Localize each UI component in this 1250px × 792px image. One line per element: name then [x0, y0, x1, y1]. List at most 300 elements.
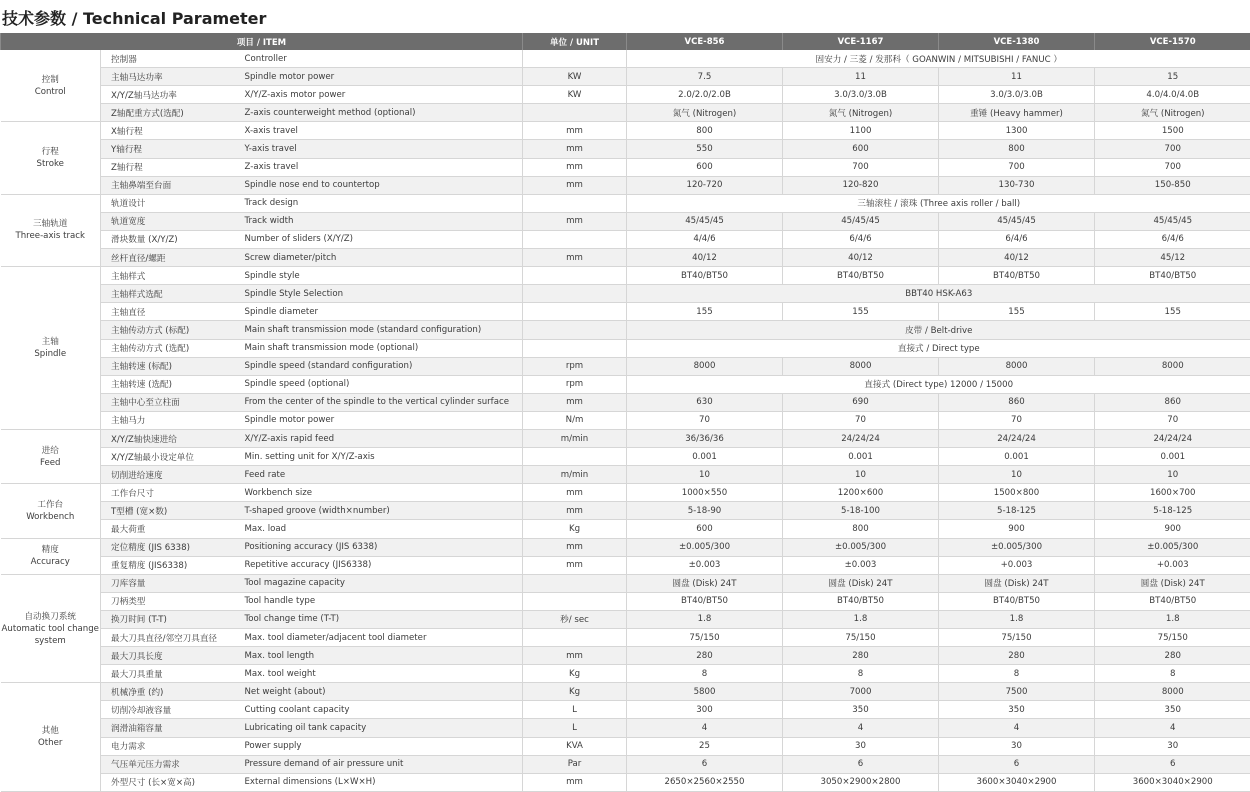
unit-cell: mm — [523, 502, 627, 520]
value-cell: 1.8 — [939, 610, 1095, 628]
table-row — [1, 592, 1250, 610]
item-name-cn: 电力需求 — [101, 737, 241, 755]
table-row — [1, 393, 1250, 411]
value-cell: BT40/BT50 — [783, 267, 939, 285]
unit-cell: m/min — [523, 429, 627, 447]
table-row — [1, 249, 1250, 267]
group-label-en: Other — [38, 738, 63, 749]
table-row — [1, 212, 1250, 230]
item-name-cn: 切削冷却液容量 — [101, 701, 241, 719]
table-row — [1, 719, 1250, 737]
value-cell: +0.003 — [939, 556, 1095, 574]
item-name-en: Positioning accuracy (JIS 6338) — [241, 538, 523, 556]
value-cell: 8000 — [627, 357, 783, 375]
value-cell: 155 — [939, 303, 1095, 321]
value-cell: 45/45/45 — [939, 212, 1095, 230]
model-header: VCE-856 — [627, 33, 783, 50]
item-name-en: Min. setting unit for X/Y/Z-axis — [241, 448, 523, 466]
table-row — [1, 484, 1250, 502]
unit-cell: rpm — [523, 357, 627, 375]
group-label-cn: 行程 — [41, 147, 59, 158]
item-name-en: Power supply — [241, 737, 523, 755]
unit-cell: mm — [523, 212, 627, 230]
value-cell: 40/12 — [783, 249, 939, 267]
item-name-cn: 轨道宽度 — [101, 212, 241, 230]
group-label-en: Three-axis track — [15, 231, 86, 242]
unit-cell — [523, 592, 627, 610]
unit-cell: KVA — [523, 737, 627, 755]
value-cell: 75/150 — [627, 629, 783, 647]
item-name-en: Tool handle type — [241, 592, 523, 610]
value-cell: 155 — [1095, 303, 1250, 321]
table-row — [1, 773, 1250, 791]
group-label — [1, 574, 101, 683]
table-row — [1, 122, 1250, 140]
value-cell: 8 — [783, 665, 939, 683]
value-cell: 8000 — [1095, 357, 1250, 375]
item-name-cn: 主轴中心至立柱面 — [101, 393, 241, 411]
value-cell: BT40/BT50 — [939, 592, 1095, 610]
value-cell: 24/24/24 — [939, 429, 1095, 447]
value-cell: 1200×600 — [783, 484, 939, 502]
item-name-en: T-shaped groove (width×number) — [241, 502, 523, 520]
item-name-cn: 气压单元压力需求 — [101, 755, 241, 773]
item-name-en: Z-axis counterweight method (optional) — [241, 104, 523, 122]
value-cell: 0.001 — [939, 448, 1095, 466]
value-cell: 7.5 — [627, 68, 783, 86]
group-label-cn: 自动换刀系统 — [24, 611, 77, 622]
item-name-en: Track design — [241, 194, 523, 212]
item-name-en: Net weight (about) — [241, 683, 523, 701]
item-name-cn: 丝杆直径/螺距 — [101, 249, 241, 267]
value-cell: 75/150 — [1095, 629, 1250, 647]
value-cell: 900 — [1095, 520, 1250, 538]
item-name-en: Max. tool weight — [241, 665, 523, 683]
value-cell: 120-720 — [627, 176, 783, 194]
item-name-cn: 主轴样式 — [101, 267, 241, 285]
unit-cell — [523, 574, 627, 592]
value-cell: BT40/BT50 — [783, 592, 939, 610]
unit-cell — [523, 267, 627, 285]
value-cell: ±0.005/300 — [783, 538, 939, 556]
value-cell: 5-18-125 — [1095, 502, 1250, 520]
item-name-cn: 主轴样式选配 — [101, 285, 241, 303]
unit-cell — [523, 285, 627, 303]
value-cell: 70 — [939, 411, 1095, 429]
unit-cell: Kg — [523, 665, 627, 683]
item-name-cn: 重复精度 (JIS6338) — [101, 556, 241, 574]
unit-cell: rpm — [523, 375, 627, 393]
value-cell: 3.0/3.0/3.0B — [783, 86, 939, 104]
item-name-cn: 切削进给速度 — [101, 466, 241, 484]
item-name-en: Lubricating oil tank capacity — [241, 719, 523, 737]
unit-cell — [523, 230, 627, 248]
item-name-en: Tool change time (T-T) — [241, 610, 523, 628]
value-cell: 11 — [783, 68, 939, 86]
value-cell: 3600×3040×2900 — [1095, 773, 1250, 791]
item-name-cn: X轴行程 — [101, 122, 241, 140]
value-cell: 8000 — [783, 357, 939, 375]
unit-cell: mm — [523, 158, 627, 176]
group-label-en: Feed — [39, 457, 61, 468]
unit-cell: mm — [523, 484, 627, 502]
group-label — [1, 538, 101, 574]
item-name-cn: 轨道设计 — [101, 194, 241, 212]
value-cell: 350 — [783, 701, 939, 719]
value-cell: 800 — [627, 122, 783, 140]
value-cell: 6/4/6 — [1095, 230, 1250, 248]
group-label-cn: 进给 — [41, 445, 59, 456]
item-name-en: Spindle speed (optional) — [241, 375, 523, 393]
item-name-en: Spindle diameter — [241, 303, 523, 321]
value-cell-merged: 固安力 / 三菱 / 发那科（ GOANWIN / MITSUBISHI / FANUC ） — [627, 50, 1250, 68]
item-name-en: Main shaft transmission mode (standard configuration) — [241, 321, 523, 339]
item-name-en: Workbench size — [241, 484, 523, 502]
value-cell: 75/150 — [939, 629, 1095, 647]
unit-cell: L — [523, 719, 627, 737]
item-name-cn: 滑块数量 (X/Y/Z) — [101, 230, 241, 248]
table-row — [1, 466, 1250, 484]
value-cell: 25 — [627, 737, 783, 755]
value-cell: 6/4/6 — [939, 230, 1095, 248]
table-row — [1, 411, 1250, 429]
value-cell: 1.8 — [783, 610, 939, 628]
table-row — [1, 194, 1250, 212]
value-cell: 120-820 — [783, 176, 939, 194]
group-label — [1, 122, 101, 194]
table-row — [1, 285, 1250, 303]
group-label — [1, 50, 101, 122]
table-row — [1, 357, 1250, 375]
value-cell: 900 — [939, 520, 1095, 538]
item-name-en: X/Y/Z-axis rapid feed — [241, 429, 523, 447]
unit-cell: mm — [523, 249, 627, 267]
value-cell: 8000 — [939, 357, 1095, 375]
item-name-en: Spindle speed (standard configuration) — [241, 357, 523, 375]
item-name-cn: 最大荷重 — [101, 520, 241, 538]
value-cell: ±0.003 — [627, 556, 783, 574]
value-cell: 4 — [783, 719, 939, 737]
value-cell: 600 — [783, 140, 939, 158]
table-row — [1, 610, 1250, 628]
table-row — [1, 683, 1250, 701]
table-row — [1, 538, 1250, 556]
value-cell: BT40/BT50 — [627, 267, 783, 285]
group-label-cn: 其他 — [41, 726, 59, 737]
unit-cell: 秒/ sec — [523, 610, 627, 628]
item-name-en: Main shaft transmission mode (optional) — [241, 339, 523, 357]
table-row — [1, 104, 1250, 122]
value-cell: 氮气 (Nitrogen) — [1095, 104, 1250, 122]
value-cell: 5-18-100 — [783, 502, 939, 520]
value-cell: 11 — [939, 68, 1095, 86]
value-cell: 3050×2900×2800 — [783, 773, 939, 791]
item-name-en: Pressure demand of air pressure unit — [241, 755, 523, 773]
group-label-en: Control — [34, 86, 66, 97]
unit-cell — [523, 303, 627, 321]
item-name-en: Screw diameter/pitch — [241, 249, 523, 267]
value-cell: 130-730 — [939, 176, 1095, 194]
item-name-cn: 定位精度 (JIS 6338) — [101, 538, 241, 556]
group-label-en: Workbench — [26, 511, 75, 522]
item-name-en: Max. tool diameter/adjacent tool diameter — [241, 629, 523, 647]
value-cell: +0.003 — [1095, 556, 1250, 574]
value-cell: 630 — [627, 393, 783, 411]
value-cell: 15 — [1095, 68, 1250, 86]
item-name-cn: 主轴马达功率 — [101, 68, 241, 86]
value-cell: 重锤 (Heavy hammer) — [939, 104, 1095, 122]
value-cell: 24/24/24 — [1095, 429, 1250, 447]
unit-header: 单位 / UNIT — [523, 33, 627, 50]
value-cell: 800 — [939, 140, 1095, 158]
value-cell: BT40/BT50 — [627, 592, 783, 610]
value-cell-merged: BBT40 HSK-A63 — [627, 285, 1250, 303]
group-label — [1, 484, 101, 538]
item-name-cn: 最大刀具长度 — [101, 647, 241, 665]
item-name-en: Max. load — [241, 520, 523, 538]
value-cell: 10 — [939, 466, 1095, 484]
spec-table — [0, 33, 1250, 792]
value-cell: 圆盘 (Disk) 24T — [783, 574, 939, 592]
value-cell: 圆盘 (Disk) 24T — [939, 574, 1095, 592]
value-cell: 30 — [939, 737, 1095, 755]
item-name-en: External dimensions (L×W×H) — [241, 773, 523, 791]
value-cell: 36/36/36 — [627, 429, 783, 447]
table-row — [1, 556, 1250, 574]
unit-cell: Kg — [523, 520, 627, 538]
table-row — [1, 574, 1250, 592]
value-cell: 圆盘 (Disk) 24T — [1095, 574, 1250, 592]
value-cell: 700 — [783, 158, 939, 176]
value-cell: 0.001 — [783, 448, 939, 466]
value-cell: 300 — [627, 701, 783, 719]
item-name-cn: 换刀时间 (T-T) — [101, 610, 241, 628]
item-name-cn: Z轴行程 — [101, 158, 241, 176]
unit-cell: mm — [523, 393, 627, 411]
item-name-cn: 刀柄类型 — [101, 592, 241, 610]
group-label — [1, 194, 101, 266]
value-cell: 4 — [1095, 719, 1250, 737]
table-row — [1, 176, 1250, 194]
table-row — [1, 230, 1250, 248]
item-name-en: Spindle Style Selection — [241, 285, 523, 303]
value-cell: 600 — [627, 158, 783, 176]
table-row — [1, 448, 1250, 466]
unit-cell: mm — [523, 647, 627, 665]
item-name-cn: X/Y/Z轴快速进给 — [101, 429, 241, 447]
item-name-cn: X/Y/Z轴最小设定单位 — [101, 448, 241, 466]
group-label — [1, 429, 101, 483]
value-cell: 1600×700 — [1095, 484, 1250, 502]
table-row — [1, 755, 1250, 773]
table-row — [1, 140, 1250, 158]
value-cell: 700 — [1095, 158, 1250, 176]
value-cell: 70 — [627, 411, 783, 429]
value-cell-merged: 三轴滚柱 / 滚珠 (Three axis roller / ball) — [627, 194, 1250, 212]
value-cell: 75/150 — [783, 629, 939, 647]
value-cell: 280 — [783, 647, 939, 665]
item-name-cn: Z轴配重方式(选配) — [101, 104, 241, 122]
value-cell: 7000 — [783, 683, 939, 701]
value-cell: 8 — [1095, 665, 1250, 683]
item-name-en: X/Y/Z-axis motor power — [241, 86, 523, 104]
group-label-cn: 控制 — [41, 74, 59, 85]
table-row — [1, 267, 1250, 285]
unit-cell: m/min — [523, 466, 627, 484]
unit-cell: mm — [523, 140, 627, 158]
item-name-cn: 外型尺寸 (长×宽×高) — [101, 773, 241, 791]
table-row — [1, 303, 1250, 321]
value-cell: 350 — [1095, 701, 1250, 719]
value-cell: 7500 — [939, 683, 1095, 701]
item-name-en: Feed rate — [241, 466, 523, 484]
item-name-en: Cutting coolant capacity — [241, 701, 523, 719]
value-cell: 氮气 (Nitrogen) — [783, 104, 939, 122]
value-cell: 690 — [783, 393, 939, 411]
value-cell: 40/12 — [627, 249, 783, 267]
value-cell: 8000 — [1095, 683, 1250, 701]
value-cell: 550 — [627, 140, 783, 158]
value-cell: 5-18-90 — [627, 502, 783, 520]
item-name-cn: 主轴鼻端至台面 — [101, 176, 241, 194]
item-name-cn: 主轴传动方式 (选配) — [101, 339, 241, 357]
value-cell: BT40/BT50 — [939, 267, 1095, 285]
value-cell: 4/4/6 — [627, 230, 783, 248]
table-row — [1, 339, 1250, 357]
value-cell-merged: 直接式 (Direct type) 12000 / 15000 — [627, 375, 1250, 393]
item-name-en: Max. tool length — [241, 647, 523, 665]
value-cell: 1300 — [939, 122, 1095, 140]
unit-cell — [523, 339, 627, 357]
value-cell: 280 — [939, 647, 1095, 665]
value-cell: 24/24/24 — [783, 429, 939, 447]
item-name-en: Spindle style — [241, 267, 523, 285]
item-name-cn: 主轴转速 (标配) — [101, 357, 241, 375]
table-row — [1, 737, 1250, 755]
unit-cell — [523, 321, 627, 339]
table-row — [1, 86, 1250, 104]
header-row — [1, 33, 1250, 50]
item-name-en: From the center of the spindle to the vertical cylinder surface — [241, 393, 523, 411]
value-cell: 2.0/2.0/2.0B — [627, 86, 783, 104]
unit-cell: L — [523, 701, 627, 719]
unit-cell: mm — [523, 538, 627, 556]
group-label — [1, 683, 101, 792]
value-cell: 5-18-125 — [939, 502, 1095, 520]
group-label-en: Stroke — [36, 159, 64, 170]
unit-cell — [523, 50, 627, 68]
unit-cell — [523, 104, 627, 122]
value-cell: 280 — [1095, 647, 1250, 665]
value-cell: 3600×3040×2900 — [939, 773, 1095, 791]
item-name-cn: X/Y/Z轴马达功率 — [101, 86, 241, 104]
value-cell: 1.8 — [627, 610, 783, 628]
value-cell: 45/45/45 — [1095, 212, 1250, 230]
value-cell: 8 — [627, 665, 783, 683]
group-label-cn: 三轴轨道 — [33, 219, 68, 230]
value-cell: 6 — [783, 755, 939, 773]
item-name-en: X-axis travel — [241, 122, 523, 140]
unit-cell: KW — [523, 86, 627, 104]
item-name-en: Number of sliders (X/Y/Z) — [241, 230, 523, 248]
value-cell: 10 — [627, 466, 783, 484]
value-cell: 150-850 — [1095, 176, 1250, 194]
value-cell: 10 — [783, 466, 939, 484]
item-name-en: Spindle motor power — [241, 68, 523, 86]
item-name-cn: 主轴转速 (选配) — [101, 375, 241, 393]
unit-cell: mm — [523, 556, 627, 574]
item-name-cn: 最大刀具直径/邻空刀具直径 — [101, 629, 241, 647]
value-cell: 155 — [627, 303, 783, 321]
value-cell: 800 — [783, 520, 939, 538]
value-cell: 1100 — [783, 122, 939, 140]
model-header: VCE-1380 — [939, 33, 1095, 50]
value-cell: 1000×550 — [627, 484, 783, 502]
value-cell: 860 — [939, 393, 1095, 411]
item-name-cn: 刀库容量 — [101, 574, 241, 592]
item-name-en: Y-axis travel — [241, 140, 523, 158]
group-label — [1, 267, 101, 430]
value-cell: 2650×2560×2550 — [627, 773, 783, 791]
group-label-cn: 工作台 — [37, 499, 64, 510]
value-cell: 155 — [783, 303, 939, 321]
item-name-cn: 控制器 — [101, 50, 241, 68]
value-cell: 280 — [627, 647, 783, 665]
group-label-en: Spindle — [34, 349, 67, 360]
table-row — [1, 50, 1250, 68]
value-cell: 1500 — [1095, 122, 1250, 140]
value-cell: 4 — [627, 719, 783, 737]
value-cell: 6 — [939, 755, 1095, 773]
unit-cell: Par — [523, 755, 627, 773]
group-label-cn: 主轴 — [41, 337, 59, 348]
item-name-en: Spindle nose end to countertop — [241, 176, 523, 194]
value-cell: 6 — [627, 755, 783, 773]
value-cell: 40/12 — [939, 249, 1095, 267]
value-cell: ±0.005/300 — [939, 538, 1095, 556]
value-cell: 70 — [783, 411, 939, 429]
item-name-cn: 润滑油箱容量 — [101, 719, 241, 737]
value-cell: 700 — [1095, 140, 1250, 158]
model-header: VCE-1570 — [1095, 33, 1250, 50]
table-row — [1, 647, 1250, 665]
item-name-cn: T型槽 (宽×数) — [101, 502, 241, 520]
item-name-en: Tool magazine capacity — [241, 574, 523, 592]
table-row — [1, 321, 1250, 339]
value-cell: BT40/BT50 — [1095, 267, 1250, 285]
value-cell: 700 — [939, 158, 1095, 176]
group-label-en: Automatic tool change system — [1, 623, 99, 646]
table-row — [1, 429, 1250, 447]
value-cell: 3.0/3.0/3.0B — [939, 86, 1095, 104]
spec-body — [1, 50, 1250, 791]
unit-cell: N/m — [523, 411, 627, 429]
item-name-cn: 主轴马力 — [101, 411, 241, 429]
table-row — [1, 520, 1250, 538]
value-cell: 4.0/4.0/4.0B — [1095, 86, 1250, 104]
item-header: 项目 / ITEM — [1, 33, 523, 50]
table-row — [1, 68, 1250, 86]
value-cell: 0.001 — [627, 448, 783, 466]
value-cell-merged: 直接式 / Direct type — [627, 339, 1250, 357]
item-name-cn: Y轴行程 — [101, 140, 241, 158]
item-name-cn: 机械净重 (约) — [101, 683, 241, 701]
unit-cell — [523, 629, 627, 647]
value-cell: 350 — [939, 701, 1095, 719]
item-name-en: Controller — [241, 50, 523, 68]
table-row — [1, 629, 1250, 647]
value-cell: 70 — [1095, 411, 1250, 429]
